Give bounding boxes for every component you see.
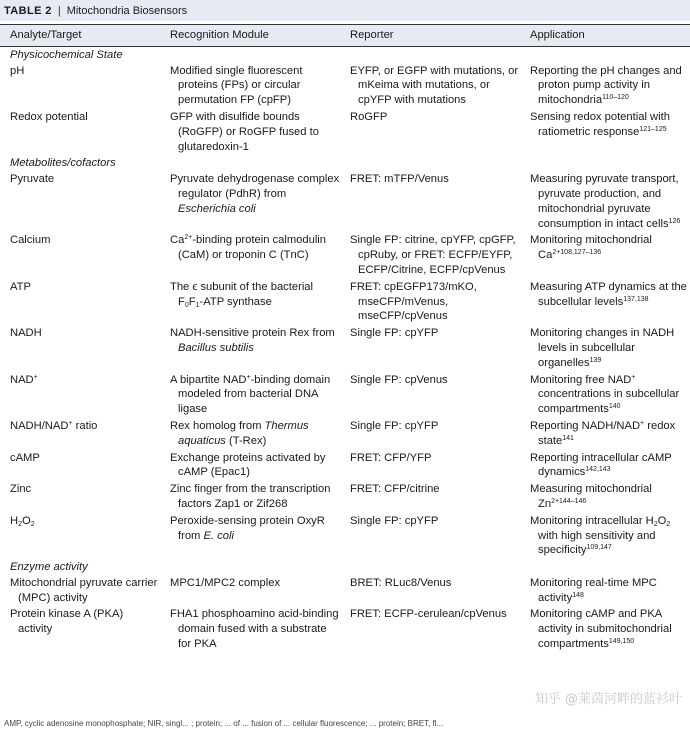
cell-reporter: Single FP: citrine, cpYFP, cpGFP, cpRuby, or FRET: ECFP/EYFP, ECFP/Citrine, ECFP/cpVenus: [350, 234, 516, 276]
table-row: [0, 575, 690, 607]
table-row: [0, 513, 690, 559]
cell-module: FHA1 phosphoamino acid-binding domain fused with a substrate for PKA: [170, 608, 339, 651]
cell-analyte: Zinc: [10, 483, 32, 496]
cell-module: Peroxide-sensing protein OxyR from E. coli: [170, 514, 325, 542]
cell-application: Sensing redox potential with ratiometric response$^{121-125}$: [530, 110, 670, 138]
cell-application: Reporting the pH changes and proton pump activity in mitochondria$^{110-120}$: [530, 64, 682, 107]
table-label: TABLE 2: [4, 4, 52, 17]
cell-analyte: Mitochondrial pyruvate carrier (MPC) activity: [10, 576, 158, 604]
table-row: [0, 606, 690, 652]
section-row: [0, 155, 690, 171]
header-recognition-module: Recognition Module: [160, 25, 340, 47]
table-row: [0, 171, 690, 232]
header-application: Application: [520, 25, 690, 47]
cell-module: Exchange proteins activated by cAMP (Epac1): [170, 451, 326, 479]
cell-reporter: RoGFP: [350, 110, 388, 123]
cell-reporter: FRET: CFP/citrine: [350, 483, 440, 496]
reference-superscript: 137,138: [623, 295, 649, 303]
cell-reporter: Single FP: cpYFP: [350, 419, 439, 432]
cell-reporter: BRET: RLuc8/Venus: [350, 576, 452, 589]
section-row: [0, 559, 690, 575]
section-physicochemical: Physicochemical State: [10, 48, 123, 61]
header-reporter: Reporter: [340, 25, 520, 47]
cell-module: NADH-sensitive protein Rex from Bacillus subtilis: [170, 327, 335, 354]
table-row: [0, 418, 690, 450]
cell-application: Reporting intracellular cAMP dynamics$^{142,143}$: [530, 451, 672, 479]
cell-module: GFP with disulfide bounds (RoGFP) or RoGFP fused to glutaredoxin-1: [170, 110, 319, 153]
cell-reporter: EYFP, or EGFP with mutations, or mKeima with mutations, or cpYFP with mutations: [350, 64, 519, 107]
table-row: [0, 232, 690, 278]
cell-analyte: NAD+: [10, 373, 38, 386]
cell-module: Modified single fluorescent proteins (FPs) or circular permutation FP (cpFP): [170, 64, 303, 107]
cell-module: MPC1/MPC2 complex: [170, 576, 281, 589]
reference-superscript: 139: [589, 356, 602, 364]
title-separator: |: [57, 4, 61, 17]
cell-analyte: Pyruvate: [10, 173, 55, 186]
cell-application: Monitoring mitochondrial $Ca^{2+108,127-136}$: [530, 234, 652, 262]
table-row: [0, 109, 690, 155]
cell-module: Pyruvate dehydrogenase complex regulator (PdhR) from Escherichia coli: [170, 173, 340, 215]
reference-superscript: 2+108,127–136: [552, 249, 602, 257]
cell-analyte: ATP: [10, 280, 31, 293]
section-enzyme-activity: Enzyme activity: [10, 561, 88, 574]
cell-reporter: Single FP: cpVenus: [350, 373, 448, 386]
cell-module: The ϵ subunit of the bacterial $F_0F_1$-ATP synthase: [170, 280, 314, 309]
cell-analyte: NADH/NAD+ ratio: [10, 419, 98, 432]
cell-reporter: FRET: cpEGFP173/mKO, mseCFP/mVenus, mseCFP/cpVenus: [350, 280, 477, 323]
cell-application: Reporting NADH/NAD+ redox state$^{141}$: [530, 419, 676, 447]
cell-reporter: FRET: mTFP/Venus: [350, 173, 449, 186]
table-row: [0, 481, 690, 513]
reference-superscript: 149,150: [608, 638, 635, 646]
zhihu-watermark: 知乎 @莱茵河畔的蓝衫叶: [534, 692, 682, 707]
reference-superscript: 110–120: [602, 94, 629, 102]
biosensor-table: [0, 24, 690, 653]
reference-superscript: 121–125: [639, 125, 667, 133]
section-row: [0, 46, 690, 62]
cell-analyte: NADH: [10, 327, 42, 340]
cell-module: Rex homolog from Thermus aquaticus (T-Rex): [170, 419, 309, 447]
table-row: [0, 325, 690, 371]
cell-analyte: Calcium: [10, 234, 51, 247]
cell-module: A bipartite NAD+-binding domain modeled from bacterial DNA ligase: [170, 373, 331, 416]
reference-superscript: 126: [668, 217, 681, 225]
table-row: [0, 372, 690, 418]
cell-analyte: Redox potential: [10, 110, 88, 123]
header-row: [0, 25, 690, 47]
cell-reporter: FRET: CFP/YFP: [350, 451, 432, 464]
header-analyte: Analyte/Target: [0, 25, 160, 47]
table-row: [0, 63, 690, 109]
reference-superscript: 2+144–146: [551, 497, 587, 505]
reference-superscript: 109,147: [586, 544, 612, 552]
reference-superscript: 141: [562, 434, 574, 442]
cell-application: Monitoring cAMP and PKA activity in submitochondrial compartments$^{149,150}$: [530, 608, 672, 651]
cell-reporter: Single FP: cpYFP: [350, 327, 439, 340]
cell-application: Monitoring changes in NADH levels in subcellular organelles$^{139}$: [530, 327, 675, 369]
table-title-bar: [0, 0, 690, 21]
cell-analyte: pH: [10, 64, 25, 77]
section-metabolites: Metabolites/cofactors: [10, 157, 116, 170]
cell-application: Monitoring real-time MPC activity$^{148}$: [530, 576, 657, 604]
reference-superscript: 142,143: [585, 466, 611, 474]
table-footnote: AMP, cyclic adenosine monophosphate; NIR, singl... ; protein; ... of ... fusion of ... cellular fluorescence; ... protein; BRET, fl...: [4, 719, 444, 728]
cell-application: Monitoring intracellular $H_2O_2$ with high sensitivity and specificity$^{109,147}$: [530, 514, 671, 557]
cell-analyte: Protein kinase A (PKA) activity: [10, 608, 124, 636]
cell-module: Zinc finger from the transcription factors Zap1 or Zif268: [170, 483, 331, 510]
cell-reporter: FRET: ECFP-cerulean/cpVenus: [350, 608, 507, 621]
table-row: [0, 279, 690, 325]
cell-analyte: cAMP: [10, 451, 40, 464]
biosensor-table-container: [0, 24, 690, 653]
table-row: [0, 450, 690, 482]
cell-application: Measuring ATP dynamics at the subcellular levels$^{137,138}$: [530, 280, 687, 308]
cell-module: $Ca^{2+}$-binding protein calmodulin (CaM) or troponin C (TnC): [170, 234, 327, 262]
reference-superscript: 148: [572, 591, 584, 599]
cell-application: Measuring pyruvate transport, pyruvate production, and mitochondrial pyruvate consumption in intact cells$^{126}$: [530, 173, 681, 230]
cell-reporter: Single FP: cpYFP: [350, 514, 439, 527]
table-title: Mitochondria Biosensors: [66, 4, 188, 17]
cell-application: Measuring mitochondrial $Zn^{2+144-146}$: [530, 483, 652, 510]
cell-application: Monitoring free NAD+ concentrations in subcellular compartments$^{140}$: [530, 373, 680, 416]
cell-analyte: $H_2O_2$: [10, 514, 35, 528]
reference-superscript: 140: [608, 403, 621, 411]
